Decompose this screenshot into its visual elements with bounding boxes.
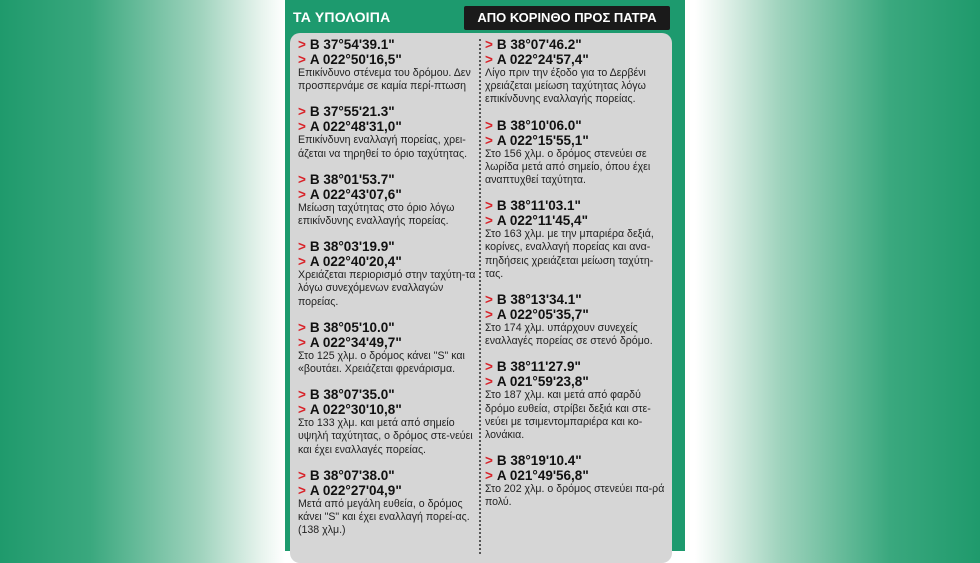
latitude-value: B 38°03'19.9": [309, 239, 395, 255]
longitude-value: A 022°05'35,7": [496, 307, 589, 323]
left-column: [298, 37, 476, 548]
longitude-line: [298, 254, 476, 269]
longitude-line: [485, 133, 665, 148]
waypoint-entry: [298, 320, 476, 376]
waypoint-description: Στο 133 χλμ. και μετά από σημείο υψηλή ταχύτητας, ο δρόμος στε-νεύει και έχει εναλλαγές πορείας.: [298, 417, 473, 456]
red-arrow-icon: >: [298, 482, 306, 498]
waypoint-entry: [485, 453, 665, 509]
waypoint-description: Στο 125 χλμ. ο δρόμος κάνει "S" και «βουτάει. Χρειάζεται φρενάρισμα.: [298, 349, 465, 376]
longitude-line: [485, 213, 665, 228]
longitude-line: [298, 119, 476, 134]
latitude-line: [298, 37, 476, 52]
latitude-line: [298, 172, 476, 187]
longitude-line: [298, 52, 476, 67]
longitude-value: A 021°49'56,8": [496, 468, 589, 484]
waypoint-entry: [298, 468, 476, 538]
latitude-value: B 38°19'10.4": [496, 453, 582, 469]
waypoint-description: Στο 174 χλμ. υπάρχουν συνεχείς εναλλαγές πορείας σε στενό δρόμο.: [485, 322, 653, 348]
waypoint-description: Μείωση ταχύτητας στο όριο λόγω επικίνδυνης εναλλαγής πορείας.: [298, 201, 455, 228]
longitude-value: A 021°59'23,8": [496, 374, 589, 390]
red-arrow-icon: >: [298, 334, 306, 350]
latitude-line: [485, 453, 665, 468]
latitude-value: B 38°11'27.9": [496, 359, 581, 375]
latitude-value: B 38°13'34.1": [496, 292, 582, 308]
waypoint-entry: [298, 172, 476, 228]
longitude-line: [298, 483, 476, 498]
waypoint-description: Μετά από μεγάλη ευθεία, ο δρόμος κάνει "S" και έχει εναλλαγή πορεί-ας. (138 χλμ.): [298, 497, 470, 537]
section-title: ΤΑ ΥΠΟΛΟΙΠΑ: [293, 9, 391, 25]
waypoint-entry: [485, 37, 665, 107]
latitude-value: B 38°11'03.1": [496, 198, 581, 214]
coordinates-panel: [290, 33, 672, 563]
red-arrow-icon: >: [485, 374, 493, 390]
waypoint-description: Επικίνδυνο στένεμα του δρόμου. Δεν προσπερνάμε σε καμία περί-πτωση: [298, 67, 471, 93]
waypoint-description: Επικίνδυνη εναλλαγή πορείας, χρει-άζεται να τηρηθεί το όριο ταχύτητας.: [298, 134, 468, 160]
longitude-line: [298, 402, 476, 417]
latitude-line: [485, 198, 665, 213]
waypoint-entry: [298, 387, 476, 457]
red-arrow-icon: >: [485, 453, 493, 469]
red-arrow-icon: >: [298, 104, 306, 120]
waypoint-entry: [485, 359, 665, 442]
red-arrow-icon: >: [485, 52, 493, 67]
longitude-value: A 022°43'07,6": [309, 186, 402, 202]
latitude-value: B 37°54'39.1": [309, 37, 395, 52]
waypoint-description: Χρειάζεται περιορισμό στην ταχύτη-τα λόγω συνεχόμενων εναλλαγών πορείας.: [298, 269, 476, 308]
waypoint-entry: [298, 239, 476, 309]
red-arrow-icon: >: [298, 402, 306, 418]
waypoint-entry: [485, 198, 665, 281]
red-arrow-icon: >: [298, 467, 306, 483]
column-divider: [479, 39, 481, 554]
red-arrow-icon: >: [485, 198, 493, 214]
red-arrow-icon: >: [485, 468, 493, 484]
latitude-value: B 38°07'46.2": [496, 37, 582, 52]
latitude-value: B 37°55'21.3": [309, 104, 395, 120]
latitude-line: [298, 104, 476, 119]
article-card: [285, 0, 685, 551]
latitude-line: [485, 118, 665, 133]
latitude-line: [485, 292, 665, 307]
red-arrow-icon: >: [298, 186, 306, 202]
latitude-line: [298, 239, 476, 254]
longitude-value: A 022°27'04,9": [309, 482, 402, 498]
waypoint-description: Στο 202 χλμ. ο δρόμος στενεύει πα-ρά πολύ.: [485, 483, 665, 509]
latitude-value: B 38°07'35.0": [309, 387, 395, 403]
longitude-line: [485, 374, 665, 389]
red-arrow-icon: >: [298, 119, 306, 135]
longitude-value: A 022°34'49,7": [309, 334, 402, 350]
waypoint-entry: [298, 37, 476, 93]
red-arrow-icon: >: [298, 52, 306, 67]
longitude-line: [485, 307, 665, 322]
longitude-value: A 022°50'16,5": [309, 52, 402, 67]
longitude-value: A 022°30'10,8": [309, 402, 402, 418]
longitude-value: A 022°40'20,4": [309, 254, 402, 270]
right-column: [485, 37, 665, 521]
red-arrow-icon: >: [485, 37, 493, 52]
red-arrow-icon: >: [298, 319, 306, 335]
latitude-value: B 38°01'53.7": [309, 171, 395, 187]
red-arrow-icon: >: [298, 254, 306, 270]
red-arrow-icon: >: [298, 37, 306, 52]
waypoint-description: Στο 187 χλμ. και μετά από φαρδύ δρόμο ευθεία, στρίβει δεξιά και στε-νεύει με τσιμεντομπαριέρα και κο-λονάκια.: [485, 389, 651, 442]
waypoint-entry: [298, 104, 476, 160]
waypoint-entry: [485, 118, 665, 188]
red-arrow-icon: >: [298, 239, 306, 255]
waypoint-entry: [485, 292, 665, 348]
longitude-value: A 022°24'57,4": [496, 52, 589, 67]
red-arrow-icon: >: [485, 132, 493, 148]
latitude-line: [298, 320, 476, 335]
latitude-line: [298, 468, 476, 483]
red-arrow-icon: >: [298, 171, 306, 187]
red-arrow-icon: >: [485, 213, 493, 229]
red-arrow-icon: >: [485, 307, 493, 323]
latitude-line: [485, 359, 665, 374]
red-arrow-icon: >: [485, 292, 493, 308]
longitude-value: A 022°48'31,0": [309, 119, 402, 135]
longitude-value: A 022°11'45,4": [496, 213, 588, 229]
red-arrow-icon: >: [485, 117, 493, 133]
latitude-value: B 38°07'38.0": [309, 467, 395, 483]
latitude-value: B 38°10'06.0": [496, 117, 582, 133]
latitude-line: [485, 37, 665, 52]
latitude-line: [298, 387, 476, 402]
longitude-line: [485, 468, 665, 483]
red-arrow-icon: >: [485, 359, 493, 375]
longitude-line: [485, 52, 665, 67]
waypoint-description: Στο 163 χλμ. με την μπαριέρα δεξιά, κορίνες, εναλλαγή πορείας και ανα-πηδήσεις χρειάζεται μείωση ταχύτη-τας.: [485, 228, 654, 280]
latitude-value: B 38°05'10.0": [309, 319, 395, 335]
longitude-line: [298, 335, 476, 350]
waypoint-description: Στο 156 χλμ. ο δρόμος στενεύει σε λωρίδα μετά από σημείο, όπου έχει αναπτυχθεί ταχύτητα.: [485, 147, 651, 187]
waypoint-description: Λίγο πριν την έξοδο για το Δερβένι χρειάζεται μείωση ταχύτητας λόγω επικίνδυνης εναλλαγής πορείας.: [485, 67, 646, 106]
longitude-line: [298, 187, 476, 202]
red-arrow-icon: >: [298, 387, 306, 403]
longitude-value: A 022°15'55,1": [496, 132, 589, 148]
route-title: ΑΠΟ ΚΟΡΙΝΘΟ ΠΡΟΣ ΠΑΤΡΑ: [464, 6, 670, 30]
